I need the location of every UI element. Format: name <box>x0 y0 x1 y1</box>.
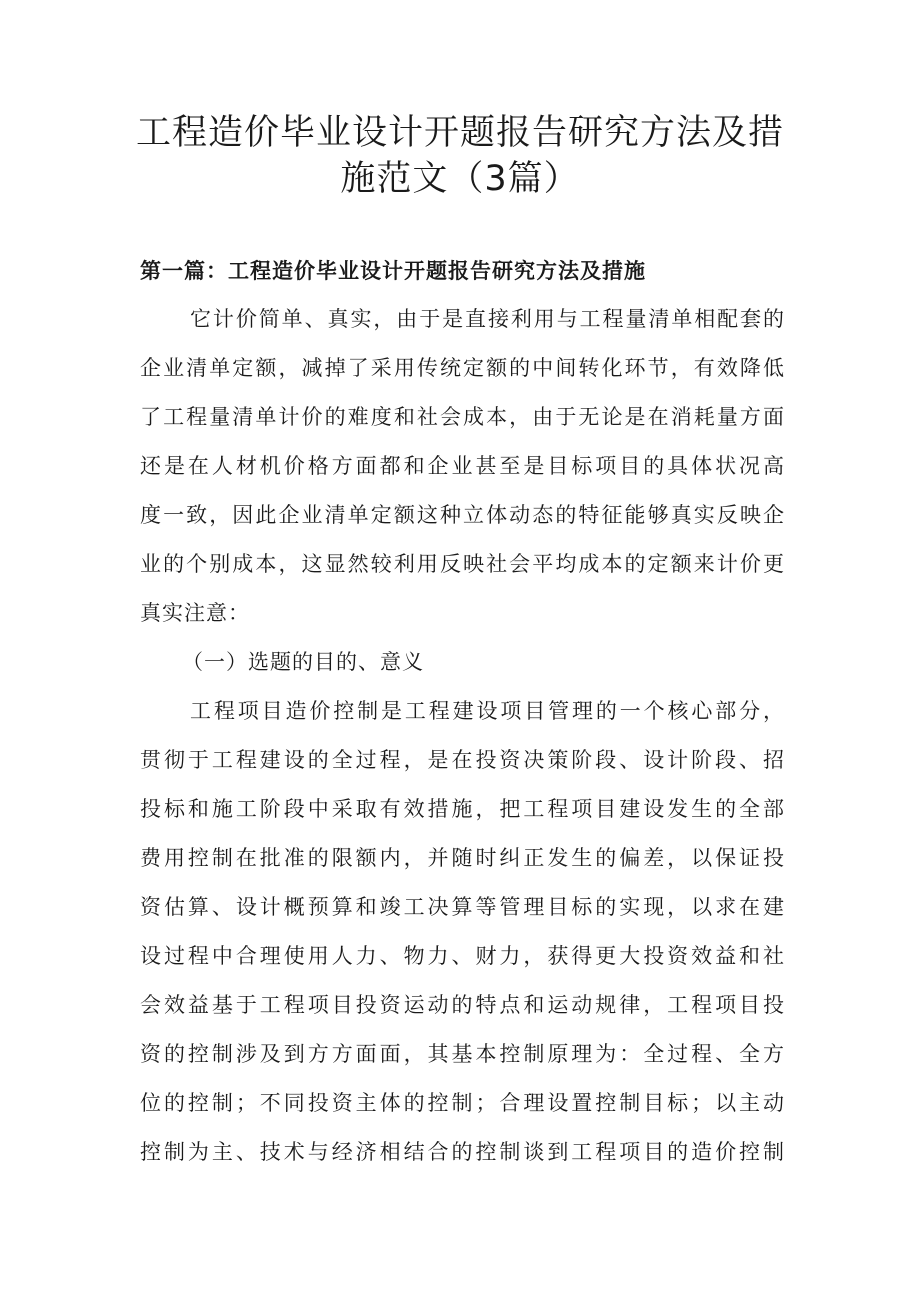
paragraph-line: 控制为主、技术与经济相结合的控制谈到工程项目的造价控制 <box>140 1140 785 1164</box>
paragraph-line: 度一致，因此企业清单定额这种立体动态的特征能够真实反映企 <box>140 503 785 527</box>
paragraph-line: 设过程中合理使用人力、物力、财力，获得更大投资效益和社 <box>140 944 785 968</box>
paragraph-line: 还是在人材机价格方面都和企业甚至是目标项目的具体状况高 <box>140 454 785 478</box>
paragraph-line: 工程项目造价控制是工程建设项目管理的一个核心部分， <box>190 699 785 723</box>
paragraph-line: 位的控制；不同投资主体的控制；合理设置控制目标；以主动 <box>140 1091 785 1115</box>
section-heading: 第一篇：工程造价毕业设计开题报告研究方法及措施 <box>140 258 646 283</box>
document-title-line-1: 工程造价毕业设计开题报告研究方法及措 <box>135 113 784 153</box>
paragraph-line: 企业清单定额，减掉了采用传统定额的中间转化环节，有效降低 <box>140 356 785 380</box>
paragraph-line: 资的控制涉及到方方面面，其基本控制原理为：全过程、全方 <box>140 1042 785 1066</box>
paragraph-line: 会效益基于工程项目投资运动的特点和运动规律，工程项目投 <box>140 993 785 1017</box>
document-title-line-2: 施范文（3篇） <box>340 159 580 199</box>
paragraph-line: 业的个别成本，这显然较利用反映社会平均成本的定额来计价更 <box>140 552 785 576</box>
paragraph-line: 真实注意： <box>140 601 250 625</box>
paragraph-line: 了工程量清单计价的难度和社会成本，由于无论是在消耗量方面 <box>140 405 785 429</box>
paragraph-line: 投标和施工阶段中采取有效措施，把工程项目建设发生的全部 <box>140 797 785 821</box>
subheading: （一）选题的目的、意义 <box>182 650 424 674</box>
paragraph-line: 费用控制在批准的限额内，并随时纠正发生的偏差，以保证投 <box>140 846 785 870</box>
paragraph-line: 资估算、设计概预算和竣工决算等管理目标的实现，以求在建 <box>140 895 785 919</box>
paragraph-line: 贯彻于工程建设的全过程，是在投资决策阶段、设计阶段、招 <box>140 748 785 772</box>
paragraph-line: 它计价简单、真实，由于是直接利用与工程量清单相配套的 <box>190 307 785 331</box>
